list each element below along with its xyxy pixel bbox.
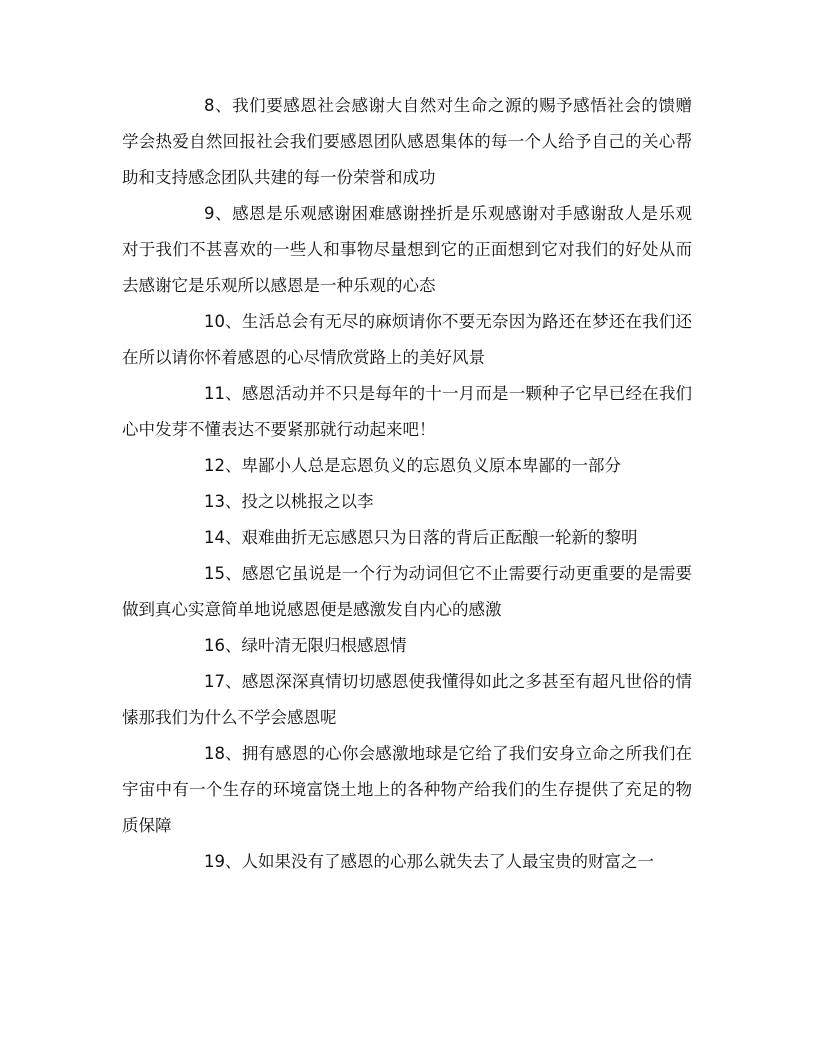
paragraph-17: 17、感恩深深真情切切感恩使我懂得如此之多甚至有超凡世俗的情愫那我们为什么不学会感恩呢 bbox=[122, 672, 692, 727]
paragraph-10: 10、生活总会有无尽的麻烦请你不要无奈因为路还在梦还在我们还在所以请你怀着感恩的心尽情欣赏路上的美好风景 bbox=[122, 312, 692, 367]
paragraph-19: 19、人如果没有了感恩的心那么就失去了人最宝贵的财富之一 bbox=[204, 852, 654, 871]
paragraph-14: 14、艰难曲折无忘感恩只为日落的背后正酝酿一轮新的黎明 bbox=[204, 528, 638, 547]
paragraph-15: 15、感恩它虽说是一个行为动词但它不止需要行动更重要的是需要做到真心实意简单地说感恩便是感激发自内心的感激 bbox=[122, 564, 692, 619]
paragraph-18: 18、拥有感恩的心你会感激地球是它给了我们安身立命之所我们在宇宙中有一个生存的环境富饶土地上的各种物产给我们的生存提供了充足的物质保障 bbox=[122, 744, 692, 835]
paragraph-16: 16、绿叶清无限归根感恩情 bbox=[204, 636, 407, 655]
paragraph-12: 12、卑鄙小人总是忘恩负义的忘恩负义原本卑鄙的一部分 bbox=[204, 456, 621, 475]
paragraph-8: 8、我们要感恩社会感谢大自然对生命之源的赐予感悟社会的馈赠学会热爱自然回报社会我们要感恩团队感恩集体的每一个人给予自己的关心帮助和支持感念团队共建的每一份荣誉和成功 bbox=[122, 96, 692, 187]
paragraph-13: 13、投之以桃报之以李 bbox=[204, 492, 374, 511]
paragraph-9: 9、感恩是乐观感谢困难感谢挫折是乐观感谢对手感谢敌人是乐观对于我们不甚喜欢的一些人和事物尽量想到它的正面想到它对我们的好处从而去感谢它是乐观所以感恩是一种乐观的心态 bbox=[122, 204, 692, 295]
document-body bbox=[122, 88, 692, 880]
paragraph-11: 11、感恩活动并不只是每年的十一月而是一颗种子它早已经在我们心中发芽不懂表达不要紧那就行动起来吧！ bbox=[122, 384, 692, 439]
